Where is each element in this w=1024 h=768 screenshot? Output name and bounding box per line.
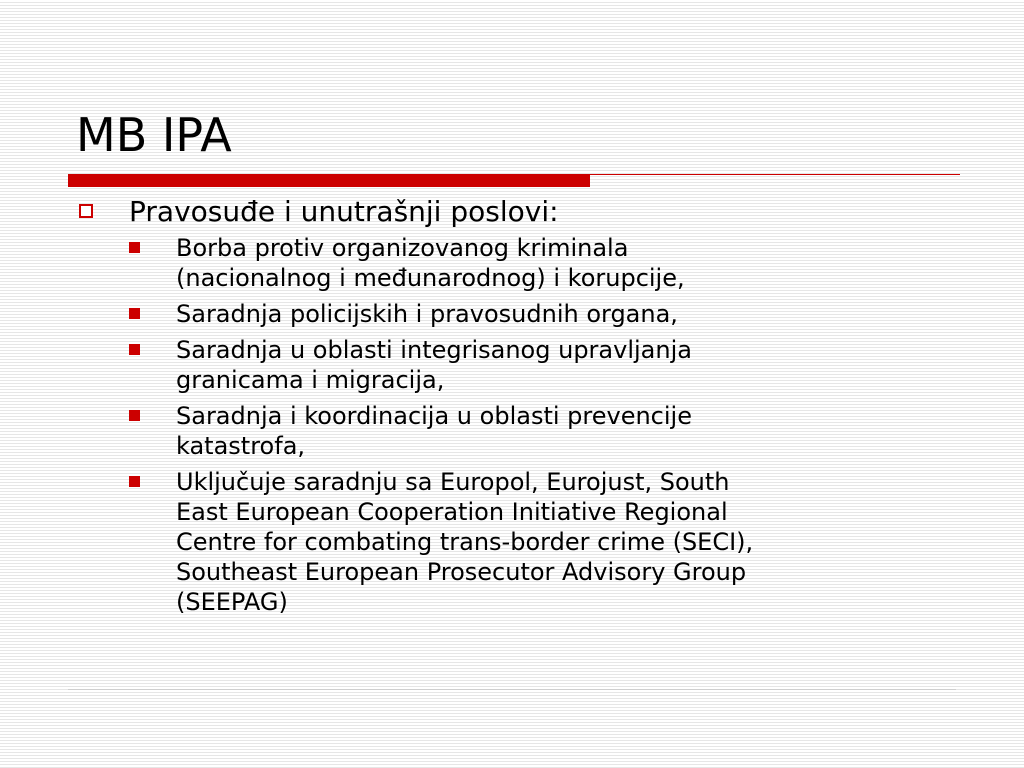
list-item-line: Saradnja u oblasti integrisanog upravljanja bbox=[176, 336, 692, 364]
list-item-line: Southeast European Prosecutor Advisory Group bbox=[176, 558, 747, 586]
slide-title: MB IPA bbox=[76, 108, 232, 162]
list-item bbox=[76, 233, 976, 293]
filled-square-bullet-icon bbox=[129, 476, 140, 487]
list-item bbox=[76, 467, 976, 617]
list-item-line: (SEEPAG) bbox=[176, 588, 288, 616]
filled-square-bullet-icon bbox=[129, 410, 140, 421]
list-item-line: Saradnja i koordinacija u oblasti prevencije bbox=[176, 402, 692, 430]
list-item-line: (nacionalnog i međunarodnog) i korupcije, bbox=[176, 264, 685, 292]
list-item-line: granicama i migracija, bbox=[176, 366, 445, 394]
list-item bbox=[76, 299, 976, 329]
list-item-line: katastrofa, bbox=[176, 432, 306, 460]
title-underline-thick bbox=[68, 174, 590, 187]
title-underline bbox=[68, 174, 960, 187]
footer-divider bbox=[68, 689, 956, 690]
heading-bullet bbox=[76, 196, 976, 228]
sub-bullet-list bbox=[76, 233, 976, 617]
title-underline-thin bbox=[590, 174, 960, 175]
filled-square-bullet-icon bbox=[129, 242, 140, 253]
list-item-line: Centre for combating trans-border crime (SECI), bbox=[176, 528, 754, 556]
list-item-line: East European Cooperation Initiative Regional bbox=[176, 498, 728, 526]
heading-bullet-text: Pravosuđe i unutrašnji poslovi: bbox=[129, 195, 559, 228]
list-item bbox=[76, 401, 976, 461]
list-item-line: Saradnja policijskih i pravosudnih organa, bbox=[176, 300, 678, 328]
list-item-line: Borba protiv organizovanog kriminala bbox=[176, 234, 629, 262]
slide-content bbox=[76, 196, 976, 623]
filled-square-bullet-icon bbox=[129, 308, 140, 319]
filled-square-bullet-icon bbox=[129, 344, 140, 355]
list-item bbox=[76, 335, 976, 395]
hollow-square-bullet-icon bbox=[79, 204, 93, 218]
list-item-line: Uključuje saradnju sa Europol, Eurojust, South bbox=[176, 468, 730, 496]
